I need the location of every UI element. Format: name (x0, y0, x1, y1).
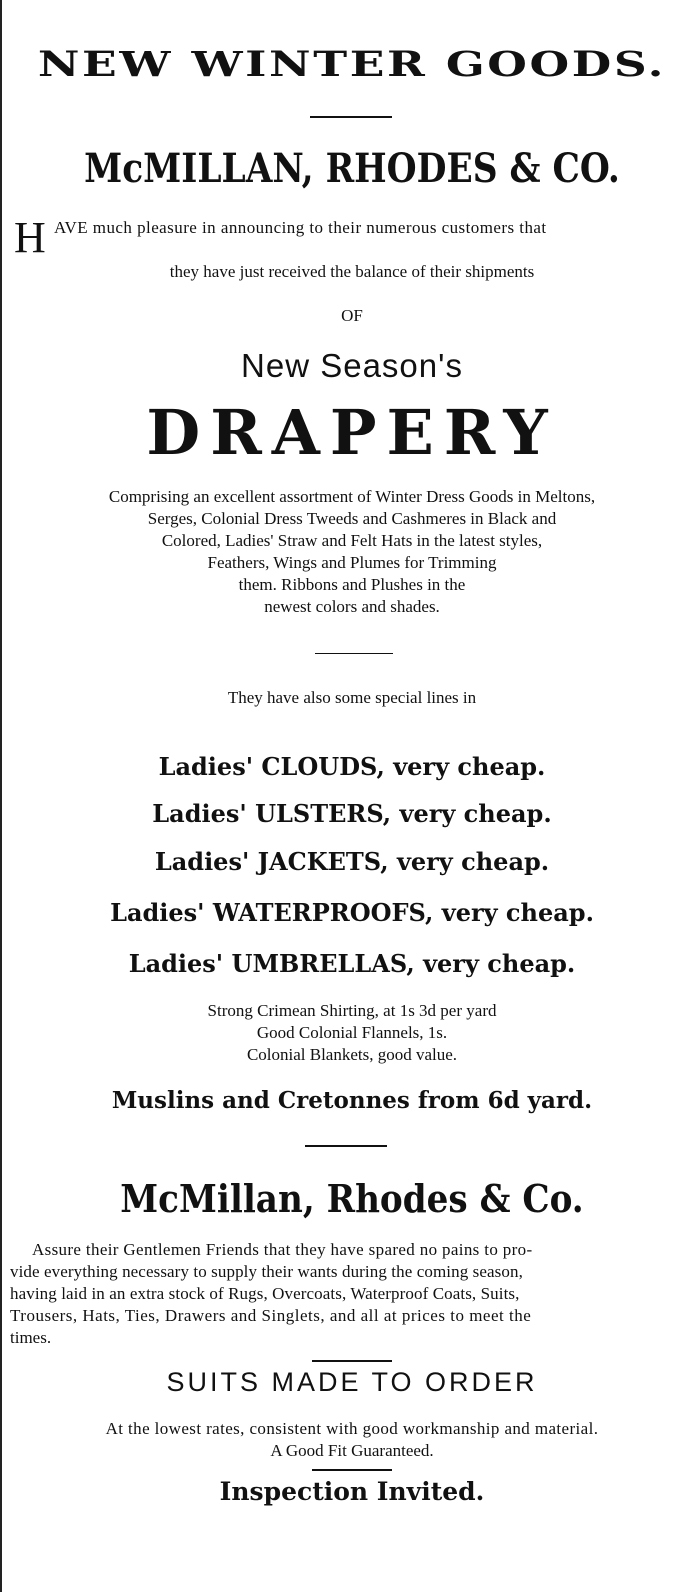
firm-name: McMILLAN, RHODES & CO. (84, 145, 620, 192)
price-list (2, 1000, 700, 1066)
comprising-line: Feathers, Wings and Plumes for Trimming (207, 553, 497, 572)
firm-name-secondary: McMillan, Rhodes & Co. (120, 1176, 584, 1221)
inspection-invited: Inspection Invited. (219, 1477, 485, 1506)
comprising-paragraph (2, 486, 700, 618)
special-line: Ladies' WATERPROOFS, very cheap. (110, 898, 594, 927)
special-line: Ladies' CLOUDS, very cheap. (158, 752, 546, 781)
divider-rule (305, 1145, 387, 1147)
divider-rule (315, 653, 393, 654)
divider-rule (312, 1360, 392, 1362)
gentlemen-line: having laid in an extra stock of Rugs, Overcoats, Waterproof Coats, Suits, (10, 1284, 520, 1303)
special-line: Ladies' UMBRELLAS, very cheap. (128, 949, 576, 978)
headline: NEW WINTER GOODS. (37, 44, 667, 85)
gentlemen-line: vide everything necessary to supply their wants during the coming season, (10, 1262, 523, 1281)
muslins-line: Muslins and Cretonnes from 6d yard. (111, 1087, 593, 1114)
divider-rule (312, 1469, 392, 1471)
comprising-line: newest colors and shades. (264, 597, 440, 616)
comprising-line: Serges, Colonial Dress Tweeds and Cashmeres in Black and (147, 509, 557, 528)
price-line: Colonial Blankets, good value. (246, 1045, 458, 1064)
special-line: Ladies' ULSTERS, very cheap. (152, 799, 552, 828)
comprising-line: them. Ribbons and Plushes in the (238, 575, 466, 594)
tailoring-line: A Good Fit Guaranteed. (270, 1441, 434, 1460)
drapery-heading: DRAPERY (146, 396, 558, 469)
of-word: OF (341, 306, 363, 325)
price-line: Strong Crimean Shirting, at 1s 3d per yard (207, 1001, 497, 1020)
comprising-line: Comprising an excellent assortment of Winter Dress Goods in Meltons, (108, 487, 596, 506)
special-lines-intro: They have also some special lines in (227, 688, 477, 707)
gentlemen-line: Assure their Gentlemen Friends that they have spared no pains to pro- (32, 1240, 533, 1259)
special-line: Ladies' JACKETS, very cheap. (154, 847, 550, 876)
gentlemen-paragraph (10, 1239, 690, 1349)
price-line: Good Colonial Flannels, 1s. (256, 1023, 448, 1042)
intro-line: they have just received the balance of their shipments (169, 262, 535, 281)
gentlemen-line: Trousers, Hats, Ties, Drawers and Singlets, and all at prices to meet the (10, 1306, 532, 1325)
tailoring-line: At the lowest rates, consistent with good workmanship and material. (105, 1419, 599, 1438)
divider-rule (310, 116, 392, 118)
gentlemen-line: times. (10, 1328, 52, 1347)
comprising-line: Colored, Ladies' Straw and Felt Hats in the latest styles, (161, 531, 543, 550)
intro-line: AVE much pleasure in announcing to their numerous customers that (54, 218, 547, 237)
tailoring-note (2, 1418, 700, 1462)
suits-heading: SUITS MADE TO ORDER (166, 1367, 538, 1397)
drop-cap: H (14, 213, 46, 262)
season-heading: New Season's (241, 347, 463, 384)
